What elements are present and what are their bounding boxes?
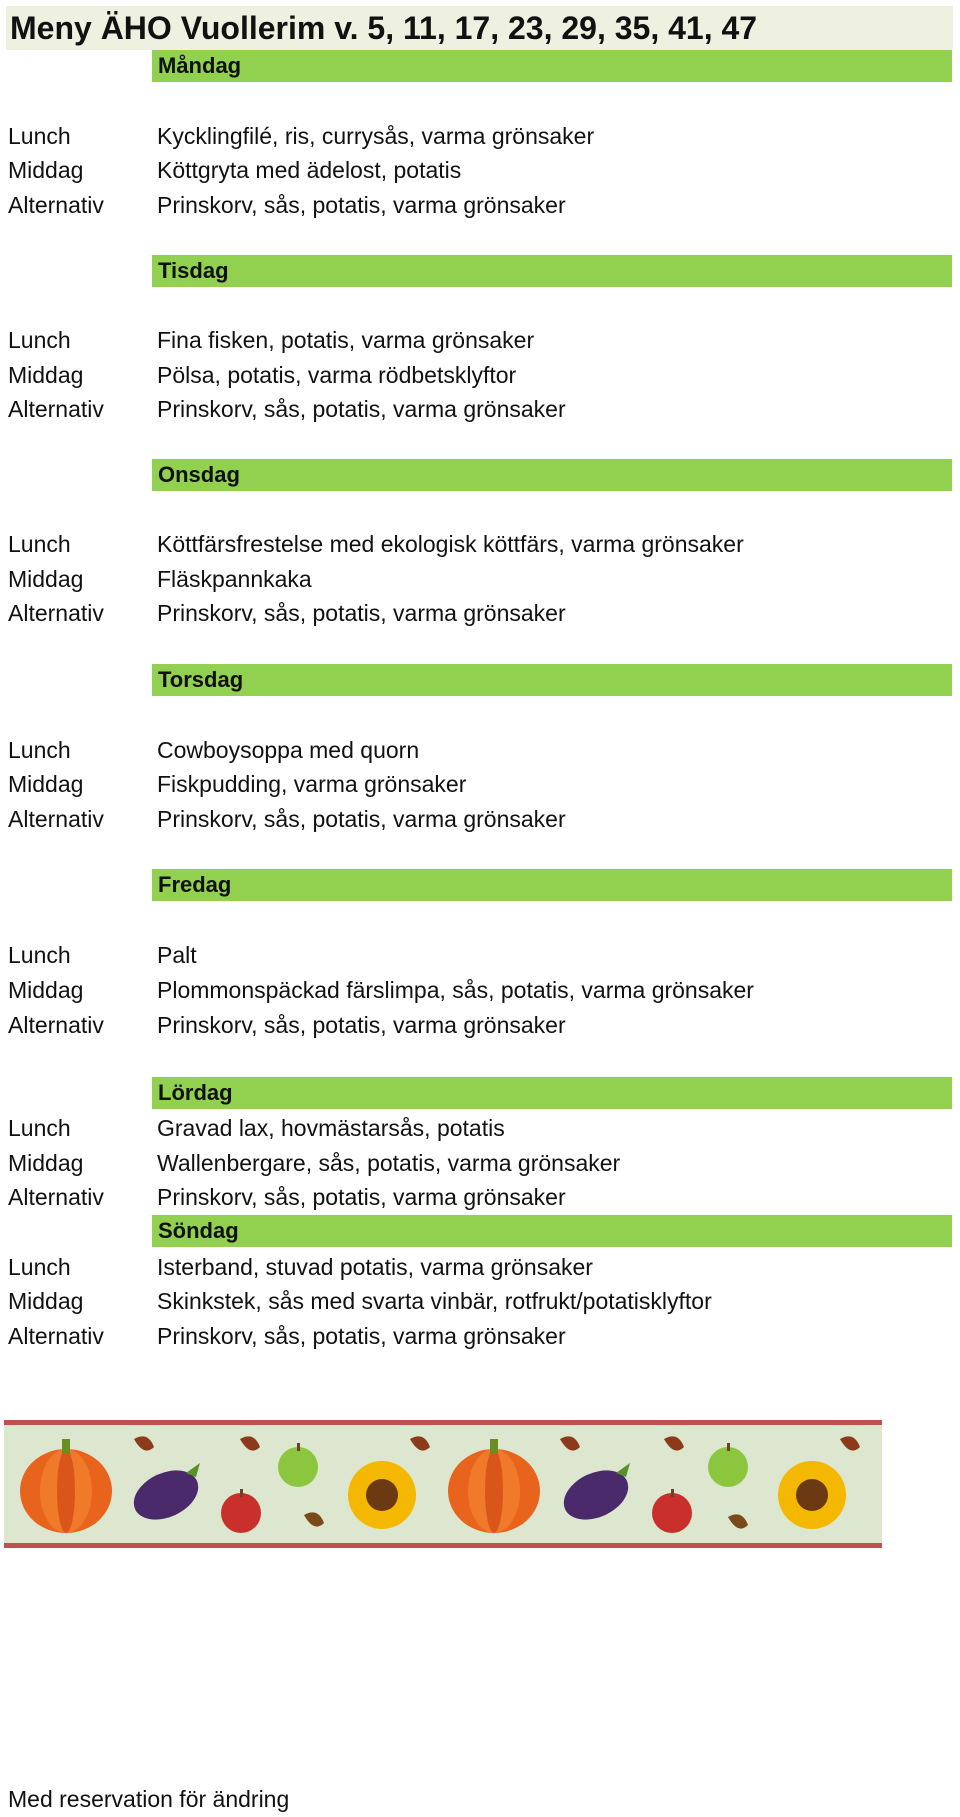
banner-illustration — [4, 1425, 882, 1543]
menu-row-middag — [0, 1146, 960, 1180]
menu-row-middag — [0, 562, 960, 596]
dish-text: Fiskpudding, varma grönsaker — [157, 771, 467, 797]
menu-row-alternativ — [0, 188, 960, 222]
day-header-lordag: Lördag — [152, 1077, 952, 1109]
dish-text: Köttfärsfrestelse med ekologisk köttfärs, varma grönsaker — [157, 531, 744, 557]
menu-row-lunch — [0, 733, 960, 767]
day-header-tisdag: Tisdag — [152, 255, 952, 287]
menu-row-middag — [0, 973, 960, 1007]
dish-text: Prinskorv, sås, potatis, varma grönsaker — [157, 396, 566, 422]
menu-row-alternativ — [0, 392, 960, 426]
apple-icon — [221, 1489, 261, 1533]
row-label: Middag — [8, 771, 84, 797]
dish-text: Plommonspäckad färslimpa, sås, potatis, varma grönsaker — [157, 977, 754, 1003]
dish-text: Fina fisken, potatis, varma grönsaker — [157, 327, 535, 353]
dish-text: Cowboysoppa med quorn — [157, 737, 420, 763]
menu-row-lunch — [0, 527, 960, 561]
menu-row-alternativ — [0, 802, 960, 836]
dish-text: Prinskorv, sås, potatis, varma grönsaker — [157, 1184, 566, 1210]
menu-row-middag — [0, 358, 960, 392]
dish-text: Gravad lax, hovmästarsås, potatis — [157, 1115, 505, 1141]
autumn-banner — [4, 1420, 882, 1548]
day-header-onsdag: Onsdag — [152, 459, 952, 491]
dish-text: Pölsa, potatis, varma rödbetsklyftor — [157, 362, 517, 388]
row-label: Middag — [8, 977, 84, 1003]
dish-text: Köttgryta med ädelost, potatis — [157, 157, 462, 183]
dish-text: Palt — [157, 942, 197, 968]
row-label: Lunch — [8, 1115, 71, 1141]
row-label: Alternativ — [8, 1012, 104, 1038]
menu-row-lunch — [0, 938, 960, 972]
row-label: Lunch — [8, 531, 71, 557]
row-label: Middag — [8, 1288, 84, 1314]
row-label: Alternativ — [8, 600, 104, 626]
dish-text: Kycklingfilé, ris, currysås, varma grönsaker — [157, 123, 595, 149]
dish-text: Wallenbergare, sås, potatis, varma grönsaker — [157, 1150, 621, 1176]
row-label: Lunch — [8, 327, 71, 353]
pumpkin-icon — [20, 1439, 112, 1533]
row-label: Alternativ — [8, 1184, 104, 1210]
eggplant-icon — [126, 1461, 206, 1530]
page-title: Meny ÄHO Vuollerim v. 5, 11, 17, 23, 29, 35, 41, 47 — [6, 6, 953, 50]
row-label: Lunch — [8, 737, 71, 763]
menu-row-middag — [0, 153, 960, 187]
day-header-sondag: Söndag — [152, 1215, 952, 1247]
sunflower-icon — [348, 1461, 416, 1529]
row-label: Middag — [8, 566, 84, 592]
menu-row-alternativ — [0, 1319, 960, 1353]
menu-row-lunch — [0, 1111, 960, 1145]
menu-row-middag — [0, 767, 960, 801]
dish-text: Fläskpannkaka — [157, 566, 312, 592]
menu-row-alternativ — [0, 1008, 960, 1042]
menu-row-alternativ — [0, 1180, 960, 1214]
dish-text: Prinskorv, sås, potatis, varma grönsaker — [157, 600, 566, 626]
dish-text: Prinskorv, sås, potatis, varma grönsaker — [157, 1012, 566, 1038]
row-label: Lunch — [8, 123, 71, 149]
footer-note: Med reservation för ändring — [8, 1786, 290, 1812]
row-label: Middag — [8, 157, 84, 183]
sunflower-icon — [778, 1461, 846, 1529]
day-header-mandag: Måndag — [152, 50, 952, 82]
row-label: Alternativ — [8, 1323, 104, 1349]
dish-text: Prinskorv, sås, potatis, varma grönsaker — [157, 1323, 566, 1349]
menu-row-lunch — [0, 119, 960, 153]
dish-text: Prinskorv, sås, potatis, varma grönsaker — [157, 806, 566, 832]
dish-text: Prinskorv, sås, potatis, varma grönsaker — [157, 192, 566, 218]
row-label: Lunch — [8, 1254, 71, 1280]
day-header-torsdag: Torsdag — [152, 664, 952, 696]
menu-row-lunch — [0, 1250, 960, 1284]
row-label: Alternativ — [8, 806, 104, 832]
dish-text: Skinkstek, sås med svarta vinbär, rotfrukt/potatisklyftor — [157, 1288, 712, 1314]
pumpkin-icon — [448, 1439, 540, 1533]
menu-row-middag — [0, 1284, 960, 1318]
row-label: Middag — [8, 1150, 84, 1176]
day-header-fredag: Fredag — [152, 869, 952, 901]
apple-icon — [708, 1443, 748, 1487]
row-label: Middag — [8, 362, 84, 388]
apple-icon — [278, 1443, 318, 1487]
apple-icon — [652, 1489, 692, 1533]
dish-text: Isterband, stuvad potatis, varma grönsaker — [157, 1254, 593, 1280]
row-label: Alternativ — [8, 396, 104, 422]
row-label: Lunch — [8, 942, 71, 968]
menu-row-alternativ — [0, 596, 960, 630]
menu-row-lunch — [0, 323, 960, 357]
eggplant-icon — [556, 1461, 636, 1530]
row-label: Alternativ — [8, 192, 104, 218]
